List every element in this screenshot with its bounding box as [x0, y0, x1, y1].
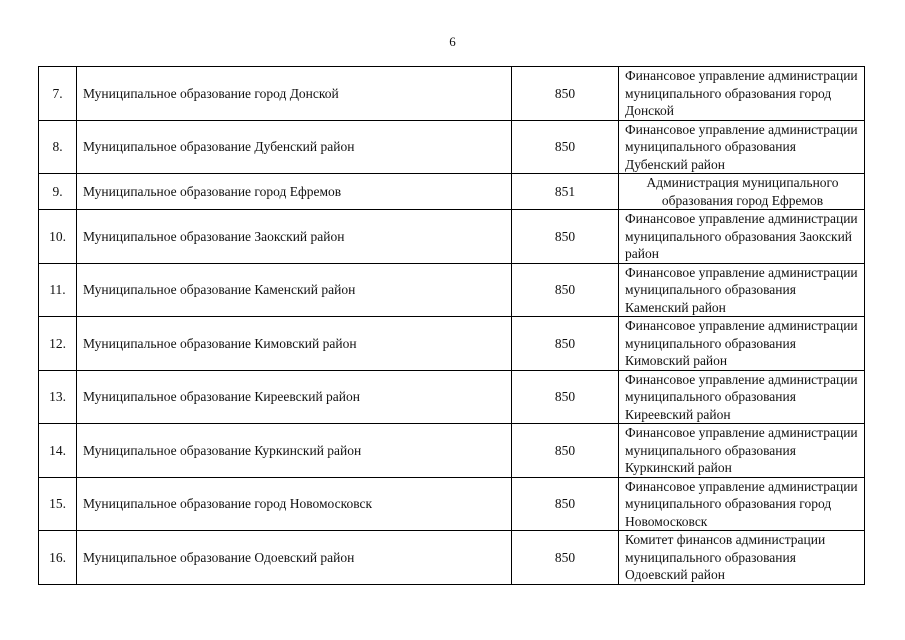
municipality-name: Муниципальное образование Одоевский район — [77, 531, 512, 585]
row-number: 11. — [39, 263, 77, 317]
municipality-name: Муниципальное образование Дубенский район — [77, 120, 512, 174]
table-row — [39, 531, 865, 585]
table-row — [39, 424, 865, 478]
administrator-name: Финансовое управление администрации муниципального образования город Новомосковск — [619, 477, 865, 531]
administrator-name: Финансовое управление администрации муниципального образования Киреевский район — [619, 370, 865, 424]
municipality-table — [38, 66, 865, 585]
table-row — [39, 370, 865, 424]
row-number: 9. — [39, 174, 77, 210]
table-row — [39, 263, 865, 317]
row-number: 7. — [39, 67, 77, 121]
municipality-name: Муниципальное образование Кимовский район — [77, 317, 512, 371]
page-number: 6 — [449, 34, 456, 49]
municipality-name: Муниципальное образование город Новомосковск — [77, 477, 512, 531]
row-number: 8. — [39, 120, 77, 174]
budget-code: 850 — [512, 67, 619, 121]
administrator-name: Финансовое управление администрации муниципального образования город Донской — [619, 67, 865, 121]
budget-code: 850 — [512, 120, 619, 174]
row-number: 15. — [39, 477, 77, 531]
municipality-name: Муниципальное образование Куркинский район — [77, 424, 512, 478]
table-row — [39, 174, 865, 210]
municipality-name: Муниципальное образование Заокский район — [77, 210, 512, 264]
municipality-name: Муниципальное образование Киреевский район — [77, 370, 512, 424]
budget-code: 850 — [512, 210, 619, 264]
table-row — [39, 120, 865, 174]
administrator-name: Финансовое управление администрации муниципального образования Куркинский район — [619, 424, 865, 478]
administrator-name: Финансовое управление администрации муниципального образования Заокский район — [619, 210, 865, 264]
budget-code: 850 — [512, 263, 619, 317]
administrator-name: Финансовое управление администрации муниципального образования Кимовский район — [619, 317, 865, 371]
budget-code: 850 — [512, 531, 619, 585]
administrator-name: Финансовое управление администрации муниципального образования Каменский район — [619, 263, 865, 317]
budget-code: 850 — [512, 317, 619, 371]
row-number: 13. — [39, 370, 77, 424]
municipality-name: Муниципальное образование город Ефремов — [77, 174, 512, 210]
row-number: 10. — [39, 210, 77, 264]
budget-code: 850 — [512, 370, 619, 424]
budget-code: 851 — [512, 174, 619, 210]
table-row — [39, 477, 865, 531]
row-number: 14. — [39, 424, 77, 478]
table-row — [39, 67, 865, 121]
municipality-name: Муниципальное образование город Донской — [77, 67, 512, 121]
table-row — [39, 210, 865, 264]
row-number: 16. — [39, 531, 77, 585]
administrator-name: Администрация муниципального образования город Ефремов — [619, 174, 865, 210]
budget-code: 850 — [512, 424, 619, 478]
table-row — [39, 317, 865, 371]
row-number: 12. — [39, 317, 77, 371]
municipality-name: Муниципальное образование Каменский район — [77, 263, 512, 317]
administrator-name: Комитет финансов администрации муниципального образования Одоевский район — [619, 531, 865, 585]
budget-code: 850 — [512, 477, 619, 531]
administrator-name: Финансовое управление администрации муниципального образования Дубенский район — [619, 120, 865, 174]
